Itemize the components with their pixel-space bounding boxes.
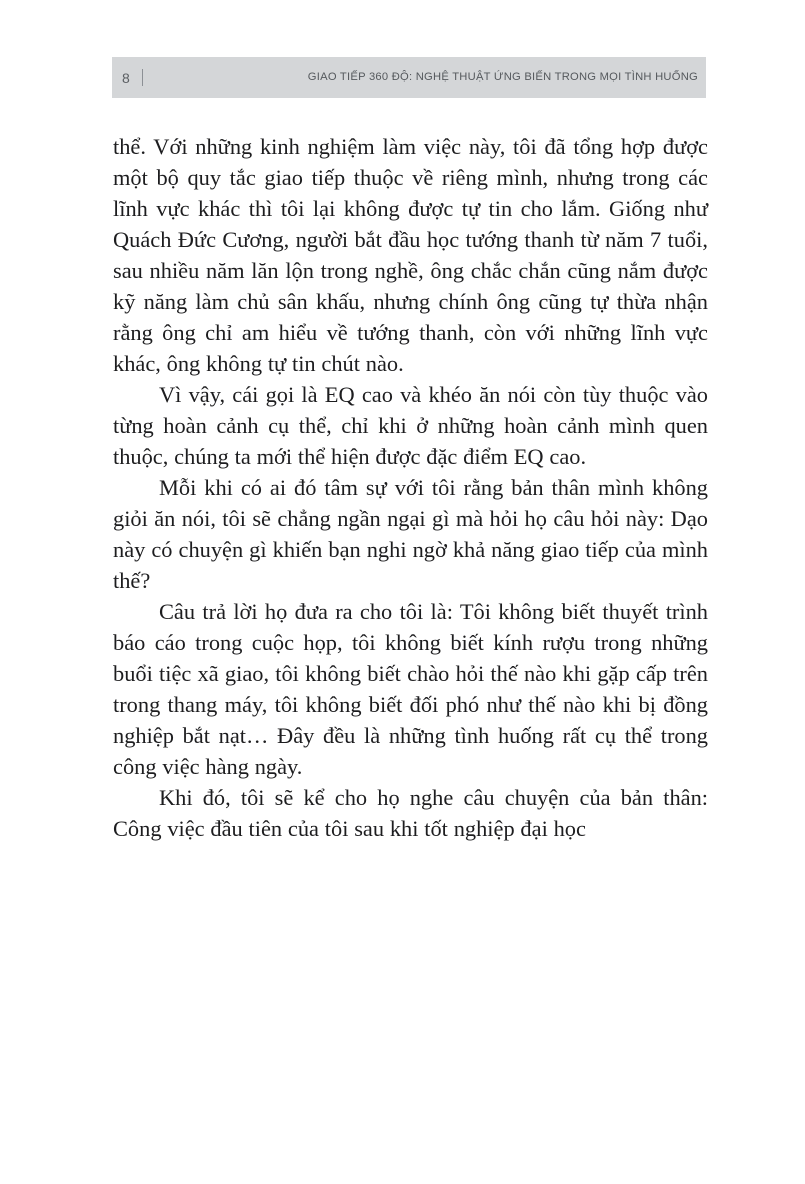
- running-header: [112, 57, 706, 98]
- page-number: 8: [122, 69, 130, 86]
- folio-separator-rule: [142, 69, 143, 86]
- paragraph-khi-do: Khi đó, tôi sẽ kể cho họ nghe câu chuyện của bản thân: Công việc đầu tiên của tôi sau khi tốt nghiệp đại học: [113, 785, 708, 841]
- book-title-header: GIAO TIẾP 360 ĐỘ: NGHỆ THUẬT ỨNG BIẾN TRONG MỌI TÌNH HUỐNG: [307, 70, 698, 83]
- paragraph-vi-vay: Vì vậy, cái gọi là EQ cao và khéo ăn nói còn tùy thuộc vào từng hoàn cảnh cụ thể, chỉ khi ở những hoàn cảnh mình quen thuộc, chúng ta mới thể hiện được đặc điểm EQ cao.: [113, 382, 708, 469]
- paragraph-continued: thể. Với những kinh nghiệm làm việc này, tôi đã tổng hợp được một bộ quy tắc giao tiếp thuộc về riêng mình, nhưng trong các lĩnh vực khác thì tôi lại không được tự tin cho lắm. Giống như Quách Đức Cương, người bắt đầu học tướng thanh từ năm 7 tuổi, sau nhiều năm lăn lộn trong nghề, ông chắc chắn cũng nắm được kỹ năng làm chủ sân khấu, nhưng chính ông cũng tự thừa nhận rằng ông chỉ am hiểu về tướng thanh, còn với những lĩnh vực khác, ông không tự tin chút nào.: [113, 134, 708, 376]
- paragraph-cau-tra-loi: Câu trả lời họ đưa ra cho tôi là: Tôi không biết thuyết trình báo cáo trong cuộc họp, tôi không biết kính rượu trong những buổi tiệc xã giao, tôi không biết chào hỏi thế nào khi gặp cấp trên trong thang máy, tôi không biết đối phó như thế nào khi bị đồng nghiệp bắt nạt… Đây đều là những tình huống rất cụ thể trong công việc hàng ngày.: [113, 599, 708, 779]
- body-text-column: [113, 131, 708, 844]
- paragraph-moi-khi: Mỗi khi có ai đó tâm sự với tôi rằng bản thân mình không giỏi ăn nói, tôi sẽ chẳng ngần ngại gì mà hỏi họ câu hỏi này: Dạo này có chuyện gì khiến bạn nghi ngờ khả năng giao tiếp của mình thế?: [113, 475, 708, 593]
